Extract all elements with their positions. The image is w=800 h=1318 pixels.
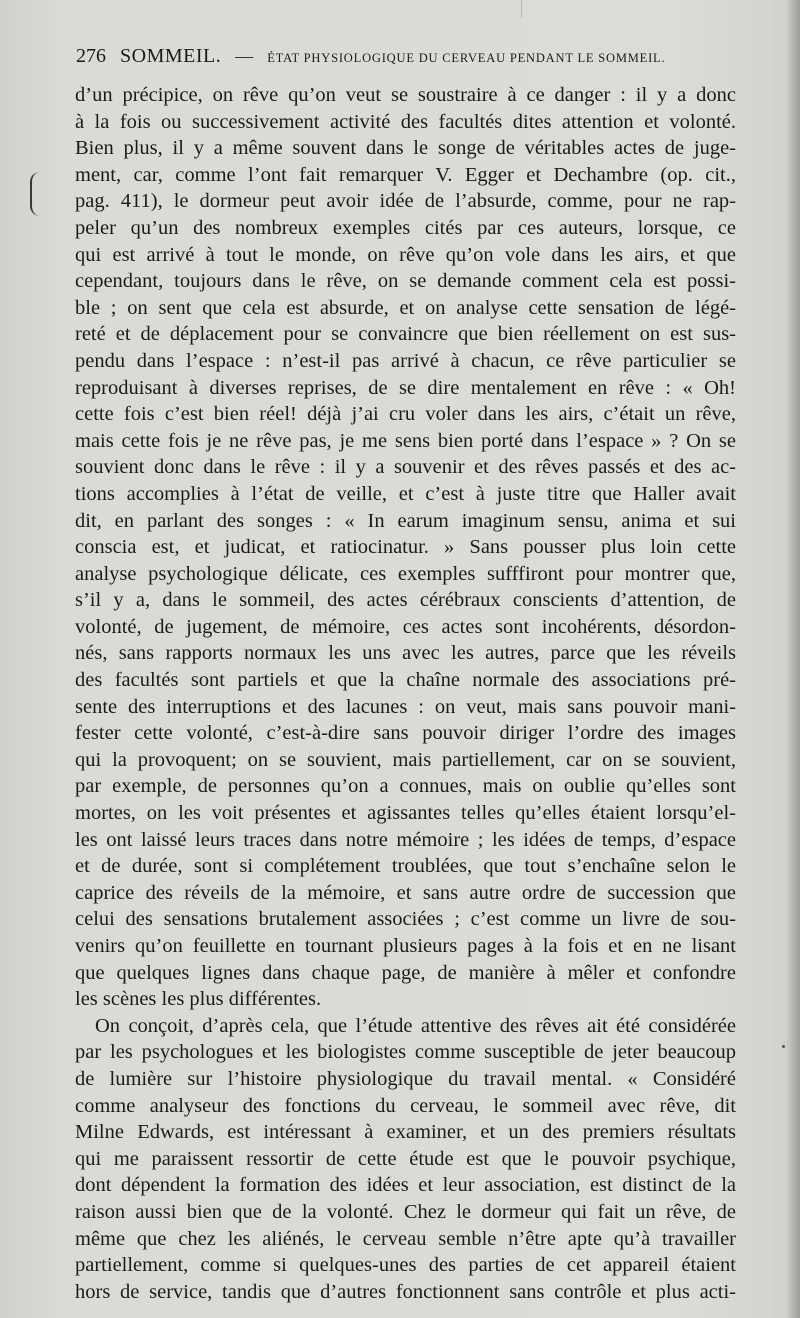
text-line: nés, sans rapports normaux les uns avec les autres, parce que les réveils xyxy=(75,642,736,665)
text-line: volonté, de jugement, de mémoire, ces actes sont incohérents, désordon- xyxy=(75,615,736,638)
text-line: raison aussi bien que de la volonté. Chez le dormeur qui fait un rêve, de xyxy=(75,1200,736,1223)
text-line: Bien plus, il y a même souvent dans le songe de véritables actes de juge- xyxy=(75,137,736,160)
text-line: qui me paraissent ressortir de cette étude est que le pouvoir psychique, xyxy=(75,1147,736,1170)
text-line: s’il y a, dans le sommeil, des actes cérébraux conscients d’attention, de xyxy=(75,589,736,612)
text-line: mortes, on les voit présentes et agissantes telles qu’elles étaient lorsqu’el- xyxy=(75,802,736,825)
text-line: dit, en parlant des songes : « In earum imaginum sensu, anima et sui xyxy=(75,509,736,532)
text-line: et de durée, sont si complétement troublées, que tout s’enchaîne selon le xyxy=(75,855,736,878)
running-subtitle: ÉTAT PHYSIOLOGIQUE DU CERVEAU PENDANT LE SOMMEIL. xyxy=(267,51,666,65)
text-line-paragraph-end: les scènes les plus différentes. xyxy=(75,988,322,1011)
text-line: cette fois c’est bien réel! déjà j’ai cru voler dans les airs, c’était un rêve, xyxy=(75,403,736,426)
text-line: celui des sensations brutalement associées ; c’est comme un livre de sou- xyxy=(75,908,736,931)
text-line: peler qu’un des nombreux exemples cités par ces auteurs, lorsque, ce xyxy=(75,216,736,239)
running-title: SOMMEIL. xyxy=(120,45,222,67)
text-line: à la fois ou successivement activité des facultés dites attention et volonté. xyxy=(75,110,736,133)
text-line: ment, car, comme l’ont fait remarquer V. Egger et Dechambre (op. cit., xyxy=(75,163,736,186)
text-line: qui est arrivé à tout le monde, on rêve qu’on vole dans les airs, et que xyxy=(75,243,736,266)
text-line: venirs qu’on feuillette en tournant plusieurs pages à la fois et en ne lisant xyxy=(75,935,736,957)
text-line: que quelques lignes dans chaque page, de manière à mêler et confondre xyxy=(75,961,736,984)
page-number: 276 xyxy=(76,45,106,67)
body-text xyxy=(75,82,736,1305)
text-line: hors de service, tandis que d’autres fonctionnent sans contrôle et plus acti- xyxy=(75,1280,736,1303)
page-crease-mark xyxy=(521,0,522,18)
text-line: caprice des réveils de la mémoire, et sans autre ordre de succession que xyxy=(75,881,736,904)
text-line: pag. 411), le dormeur peut avoir idée de l’absurde, comme, pour ne rap- xyxy=(75,190,736,213)
text-line: par les psychologues et les biologistes comme susceptible de jeter beaucoup xyxy=(75,1041,736,1064)
text-line: même que chez les aliénés, le cerveau semble n’être apte qu’à travailler xyxy=(75,1227,736,1250)
text-line-paragraph-start: On conçoit, d’après cela, que l’étude attentive des rêves ait été considérée xyxy=(95,1014,736,1037)
text-line: fester cette volonté, c’est-à-dire sans pouvoir diriger l’ordre des images xyxy=(75,722,736,745)
margin-bracket-mark xyxy=(30,172,42,216)
text-line: comme analyseur des fonctions du cerveau, le sommeil avec rêve, dit xyxy=(75,1094,736,1117)
running-header xyxy=(76,45,736,75)
text-line: par exemple, de personnes qu’on a connues, mais on oublie qu’elles sont xyxy=(75,775,736,798)
text-line: dont dépendent la formation des idées et leur association, est distinct de la xyxy=(75,1174,736,1197)
text-line: reté et de déplacement pour se convaincre que bien réellement on est sus- xyxy=(75,323,736,346)
margin-dot-mark xyxy=(782,1045,785,1048)
header-separator: — xyxy=(235,46,254,66)
text-line: de lumière sur l’histoire physiologique du travail mental. « Considéré xyxy=(75,1067,736,1090)
text-line: souvient donc dans le rêve : il y a souvenir et des rêves passés et des ac- xyxy=(75,456,736,479)
text-line: Milne Edwards, est intéressant à examiner, et un des premiers résultats xyxy=(75,1121,736,1144)
text-line: des facultés sont partiels et que la chaîne normale des associations pré- xyxy=(75,669,736,692)
text-line: pendu dans l’espace : n’est-il pas arrivé à chacun, ce rêve particulier se xyxy=(75,349,736,372)
page-edge-shadow xyxy=(786,0,800,1318)
text-line: cependant, toujours dans le rêve, on se demande comment cela est possi- xyxy=(75,270,736,293)
text-line: partiellement, comme si quelques-unes des parties de cet appareil étaient xyxy=(75,1254,736,1277)
text-line: les ont laissé leurs traces dans notre mémoire ; les idées de temps, d’espace xyxy=(75,828,736,851)
text-line: reproduisant à diverses reprises, de se dire mentalement en rêve : « Oh! xyxy=(75,376,736,399)
text-line: sente des interruptions et des lacunes : on veut, mais sans pouvoir mani- xyxy=(75,695,736,718)
text-line: conscia est, et judicat, et ratiocinatur. » Sans pousser plus loin cette xyxy=(75,536,736,559)
text-line: tions accomplies à l’état de veille, et c’est à juste titre que Haller avait xyxy=(75,482,736,505)
text-line: d’un précipice, on rêve qu’on veut se soustraire à ce danger : il y a donc xyxy=(75,84,736,106)
text-line: ble ; on sent que cela est absurde, et on analyse cette sensation de légé- xyxy=(75,296,736,319)
text-line: analyse psychologique délicate, ces exemples sufffiront pour montrer que, xyxy=(75,562,736,585)
text-line: mais cette fois je ne rêve pas, je me sens bien porté dans l’espace » ? On se xyxy=(75,429,736,452)
text-line: qui la provoquent; on se souvient, mais partiellement, car on se souvient, xyxy=(75,748,736,771)
